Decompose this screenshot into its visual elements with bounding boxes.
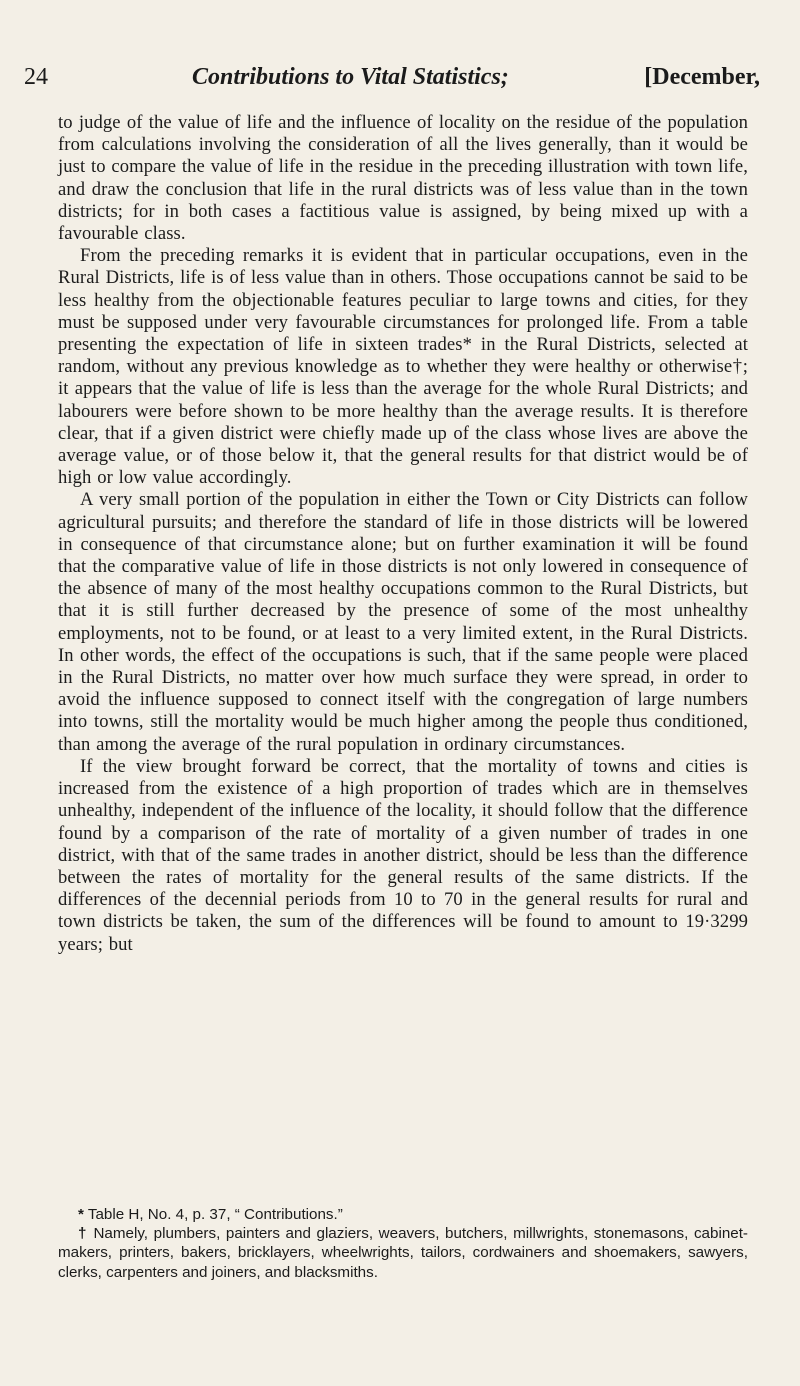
footnotes (58, 1205, 748, 1282)
main-text (58, 112, 748, 956)
footnote-mark: * (78, 1206, 84, 1223)
footnote-mark: † (78, 1225, 88, 1243)
paragraph: to judge of the value of life and the influence of locality on the residue of the population from calculations involving the consideration of all the lives generally, than it would be just to compare the value of life in the residue in the preceding illustration with town life, and draw the conclusion that life in the rural districts was of less value than in the town districts; for in both cases a factitious value is assigned, by being mixed up with a favourable class. (58, 112, 748, 245)
footnote (58, 1205, 748, 1224)
paragraph: From the preceding remarks it is evident that in particular occupations, even in the Rural Districts, life is of less value than in others. Those occupations cannot be said to be less healthy from the objectionable features peculiar to large towns and cities, for they must be supposed under very favourable circumstances for prolonged life. From a table presenting the expectation of life in sixteen trades* in the Rural Districts, selected at random, without any previous knowledge as to whether they were healthy or otherwise†; it appears that the value of life is less than the average for the whole Rural Districts; and labourers were before shown to be more healthy than the average results. It is therefore clear, that if a given district were chiefly made up of the class whose lives are above the average value, or of those below it, that the general results for that district would be of high or low value accordingly. (58, 245, 748, 489)
running-date: [December, (644, 64, 760, 90)
footnote (58, 1224, 748, 1282)
footnote-text: Table H, No. 4, p. 37, “ Contributions.” (83, 1206, 343, 1223)
running-title: Contributions to Vital Statistics; (192, 64, 509, 90)
page-number: 24 (24, 64, 48, 90)
page-header (24, 64, 760, 104)
paragraph: If the view brought forward be correct, that the mortality of towns and cities is increased from the existence of a high proportion of trades which are in themselves unhealthy, independent of the influence of the locality, it should follow that the difference found by a comparison of the rate of mortality of a given number of trades in one district, with that of the same trades in another district, should be less than the difference between the rates of mortality for the general results of the same districts. If the differences of the decennial periods from 10 to 70 in the general results for rural and town districts be taken, the sum of the differences will be found to amount to 19·3299 years; but (58, 755, 748, 955)
paragraph: A very small portion of the population in either the Town or City Districts can follow agricultural pursuits; and therefore the standard of life in those districts will be lowered in consequence of that circumstance alone; but on further examination it will be found that the comparative value of life in those districts is not only lowered in consequence of the absence of many of the most healthy occupations common to the Rural Districts, but that it is still further decreased by the presence of some of the most unhealthy employments, not to be found, or at least to a very limited extent, in the Rural Districts. In other words, the effect of the occupations is such, that if the same people were placed in the Rural Districts, no matter over how much surface they were spread, in order to avoid the influence supposed to connect itself with the congregation of large numbers into towns, still the mortality would be much higher among the people thus conditioned, than among the average of the rural population in ordinary circumstances. (58, 489, 748, 755)
footnote-text: Namely, plumbers, painters and glaziers, weavers, butchers, millwrights, stonemasons, cabinet-makers, printers, bakers, bricklayers, wheelwrights, tailors, cordwainers and shoemakers, sawyers, clerks, carpenters and joiners, and blacksmiths. (58, 1225, 748, 1281)
